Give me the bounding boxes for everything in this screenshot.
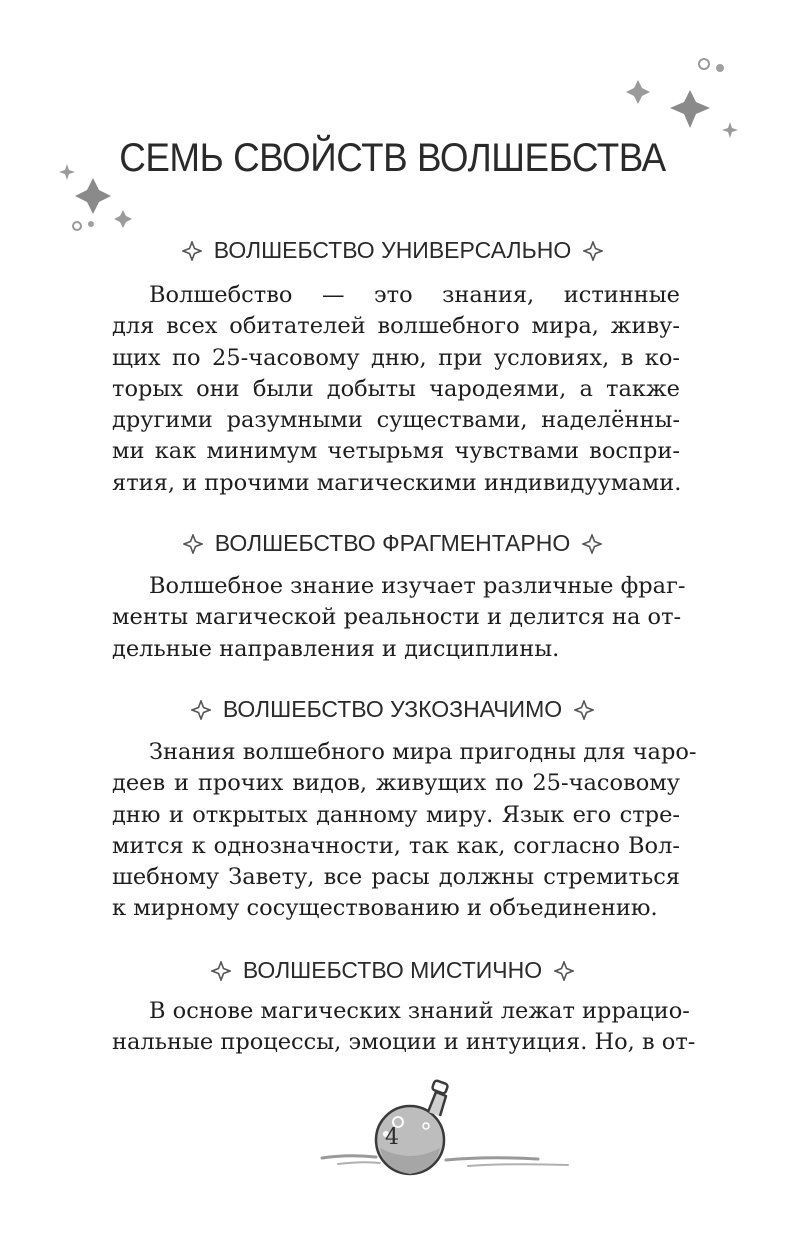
section-heading-text: ВОЛШЕБСТВО УЗКОЗНАЧИМО [222,696,563,722]
section-paragraph-universal [112,280,680,499]
section-heading-text: ВОЛШЕБСТВО МИСТИЧНО [242,957,543,983]
sparkle-bullet-icon [211,961,231,981]
page-title: СЕМЬ СВОЙСТВ ВОЛШЕБСТВА [119,136,666,180]
section-paragraph-mystical [112,996,696,1059]
potion-flask-icon [318,1078,578,1188]
paragraph-line: дню и открытых данному миру. Язык его стре- [112,801,680,828]
paragraph-line: Знания волшебного мира пригодны для чаро- [149,739,697,765]
paragraph-line: торых они были добыты чародеями, а также [112,375,680,402]
section-heading-mystical [0,957,785,987]
section-heading-fragmentary [0,530,785,560]
section-paragraph-narrow [112,737,697,925]
paragraph-line: менты магической реальности и делится на от- [112,604,682,631]
page-number: 4 [385,1125,399,1150]
sparkle-bullet-icon [554,961,574,981]
section-paragraph-fragmentary [112,571,686,665]
sparkle-bullet-icon [574,700,594,720]
sparkle-bullet-icon [183,534,203,554]
section-heading-narrow [0,696,785,726]
sparkle-bullet-icon [182,241,202,261]
paragraph-line: к мирному сосуществованию и объединению. [112,895,658,922]
section-heading-universal [0,237,785,267]
paragraph-line: другими разумными существами, наделённы- [112,407,680,434]
section-heading-text: ВОЛШЕБСТВО ФРАГМЕНТАРНО [214,530,571,556]
paragraph-line: ятия, и прочими магическими индивидуумами. [112,469,682,496]
paragraph-line: мится к однозначности, так как, согласно Вол- [112,832,680,859]
sparkle-bullet-icon [582,534,602,554]
paragraph-line: шебному Завету, все расы должны стремиться [112,864,680,891]
paragraph-line: щих по 25-часовому дню, при условиях, в ко- [112,344,680,371]
paragraph-line: для всех обитателей волшебного мира, живу- [112,313,680,340]
paragraph-line: нальные процессы, эмоции и интуиция. Но, в от- [112,1029,696,1056]
paragraph-line: Волшебство — это знания, истинные [149,282,680,308]
paragraph-line: дельные направления и дисциплины. [112,635,560,662]
section-heading-text: ВОЛШЕБСТВО УНИВЕРСАЛЬНО [213,237,572,263]
paragraph-line: деев и прочих видов, живущих по 25-часовому [112,770,680,797]
paragraph-line: ми как минимум четырьмя чувствами воспри- [112,438,680,465]
paragraph-line: В основе магических знаний лежат иррацио- [149,998,690,1024]
sparkle-bullet-icon [191,700,211,720]
sparkle-bullet-icon [583,241,603,261]
paragraph-line: Волшебное знание изучает различные фраг- [149,573,686,599]
